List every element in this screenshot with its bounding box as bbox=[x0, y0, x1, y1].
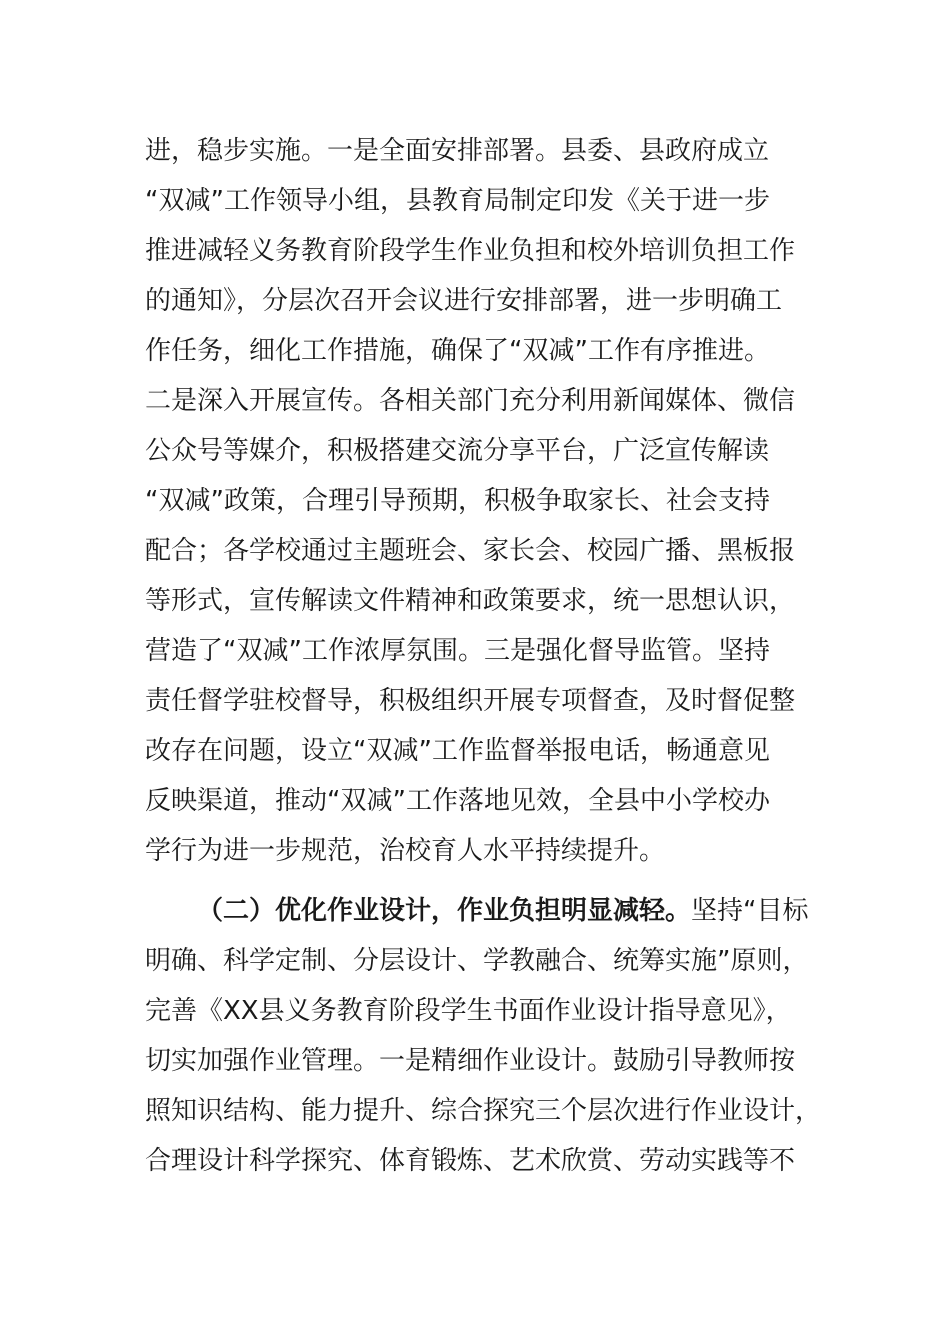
paragraph-line: 学行为进一步规范，治校育人水平持续提升。 bbox=[145, 836, 666, 866]
paragraph-line: 推进减轻义务教育阶段学生作业负担和校外培训负担工作 bbox=[145, 236, 796, 266]
paragraph-line: 等形式，宣传解读文件精神和政策要求，统一思想认识， bbox=[145, 586, 796, 616]
paragraph-line: 切实加强作业管理。一是精细作业设计。鼓励引导教师按 bbox=[145, 1046, 796, 1076]
paragraph-line: 的通知》，分层次召开会议进行安排部署，进一步明确工 bbox=[145, 286, 783, 316]
paragraph-line: 二是深入开展宣传。各相关部门充分利用新闻媒体、微信 bbox=[145, 386, 796, 416]
paragraph-line: 责任督学驻校督导，积极组织开展专项督查，及时督促整 bbox=[145, 686, 796, 716]
section-heading: （二）优化作业设计，作业负担明显减轻。 bbox=[197, 896, 692, 926]
paragraph-1 bbox=[145, 126, 815, 876]
paragraph-line: 公众号等媒介，积极搭建交流分享平台，广泛宣传解读 bbox=[145, 436, 770, 466]
paragraph-line: 合理设计科学探究、体育锻炼、艺术欣赏、劳动实践等不 bbox=[145, 1146, 796, 1176]
paragraph-line-rest: 坚持“目标 bbox=[691, 896, 809, 926]
paragraph-line: 照知识结构、能力提升、综合探究三个层次进行作业设计， bbox=[145, 1096, 822, 1126]
paragraph-line: 营造了“双减”工作浓厚氛围。三是强化督导监管。坚持 bbox=[145, 636, 770, 666]
paragraph-line: 改存在问题，设立“双减”工作监督举报电话，畅通意见 bbox=[145, 736, 770, 766]
paragraph-line: 进，稳步实施。一是全面安排部署。县委、县政府成立 bbox=[145, 136, 770, 166]
paragraph-first-line bbox=[145, 886, 815, 936]
paragraph-line: 配合；各学校通过主题班会、家长会、校园广播、黑板报 bbox=[145, 536, 796, 566]
paragraph-2 bbox=[145, 886, 822, 1186]
paragraph-line: 作任务，细化工作措施，确保了“双减”工作有序推进。 bbox=[145, 336, 770, 366]
paragraph-line: “双减”工作领导小组，县教育局制定印发《关于进一步 bbox=[145, 186, 770, 216]
paragraph-line: 明确、科学定制、分层设计、学教融合、统筹实施”原则， bbox=[145, 946, 809, 976]
paragraph-line: 完善《XX县义务教育阶段学生书面作业设计指导意见》， bbox=[145, 996, 792, 1026]
paragraph-line: 反映渠道，推动“双减”工作落地见效，全县中小学校办 bbox=[145, 786, 770, 816]
paragraph-line: “双减”政策，合理引导预期，积极争取家长、社会支持 bbox=[145, 486, 770, 516]
